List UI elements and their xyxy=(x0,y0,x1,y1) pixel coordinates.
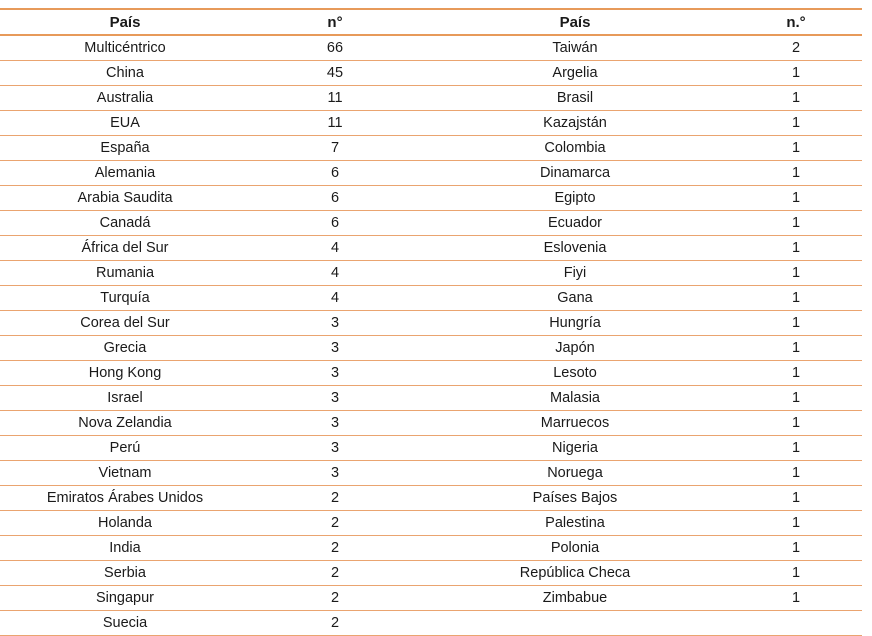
cell-count-left: 3 xyxy=(330,365,340,381)
table-row xyxy=(0,286,862,311)
cell-count-left: 45 xyxy=(326,65,344,81)
cell-count-left: 66 xyxy=(326,40,344,56)
cell-count-left: 3 xyxy=(330,440,340,456)
cell-country-left: India xyxy=(109,540,141,556)
header-count-right: n.° xyxy=(786,13,806,31)
table-header xyxy=(0,9,862,35)
cell-count-left: 6 xyxy=(330,215,340,231)
table-row xyxy=(0,486,862,511)
cell-country-left: Turquía xyxy=(100,290,150,306)
header-count-left: n° xyxy=(327,13,343,31)
cell-count-left: 4 xyxy=(330,265,340,281)
cell-country-left: Corea del Sur xyxy=(80,315,170,331)
table-row xyxy=(0,436,862,461)
cell-country-left: Multicéntrico xyxy=(84,40,166,56)
cell-country-left: Vietnam xyxy=(98,465,152,481)
cell-country-left: Nova Zelandia xyxy=(78,415,172,431)
cell-country-right: Brasil xyxy=(556,90,594,106)
cell-country-left: Hong Kong xyxy=(88,365,162,381)
cell-country-right: Nigeria xyxy=(552,440,598,456)
table-row xyxy=(0,61,862,86)
table-row xyxy=(0,311,862,336)
cell-count-right: 2 xyxy=(791,40,801,56)
cell-count-right: 1 xyxy=(791,340,801,356)
cell-count-right: 1 xyxy=(791,65,801,81)
cell-country-right: Ecuador xyxy=(547,215,602,231)
cell-country-right: Malasia xyxy=(550,390,600,406)
cell-count-left: 4 xyxy=(330,290,340,306)
cell-count-right: 1 xyxy=(791,565,801,581)
cell-count-right: 1 xyxy=(791,315,801,331)
cell-country-left: Serbia xyxy=(104,565,146,581)
cell-country-left: África del Sur xyxy=(81,240,169,256)
table-row xyxy=(0,461,862,486)
cell-count-right: 1 xyxy=(791,215,801,231)
cell-country-right: Gana xyxy=(557,290,593,306)
table-row xyxy=(0,186,862,211)
table-row xyxy=(0,261,862,286)
country-count-table xyxy=(0,8,862,636)
cell-country-left: Alemania xyxy=(94,165,156,181)
table-row xyxy=(0,336,862,361)
cell-country-left: Canadá xyxy=(99,215,151,231)
table-row xyxy=(0,86,862,111)
cell-count-right: 1 xyxy=(791,465,801,481)
cell-country-left: España xyxy=(100,140,150,156)
table-body xyxy=(0,35,862,636)
table-row xyxy=(0,586,862,611)
cell-count-left: 3 xyxy=(330,315,340,331)
cell-count-left: 6 xyxy=(330,190,340,206)
cell-count-left: 2 xyxy=(330,565,340,581)
cell-count-left: 2 xyxy=(330,615,340,631)
cell-count-left: 11 xyxy=(327,115,343,131)
header-country-left: País xyxy=(109,13,141,31)
cell-count-left: 11 xyxy=(327,90,343,106)
cell-country-right: Zimbabue xyxy=(542,590,608,606)
cell-count-right: 1 xyxy=(791,90,801,106)
table-row xyxy=(0,611,862,636)
cell-count-left: 2 xyxy=(330,590,340,606)
cell-count-left: 2 xyxy=(330,515,340,531)
cell-country-right: Argelia xyxy=(552,65,598,81)
cell-country-left: Singapur xyxy=(95,590,155,606)
cell-country-right: Hungría xyxy=(549,315,601,331)
cell-country-left: Israel xyxy=(107,390,143,406)
cell-count-left: 4 xyxy=(330,240,340,256)
cell-count-left: 2 xyxy=(330,540,340,556)
cell-country-right: Países Bajos xyxy=(532,490,618,506)
table-row xyxy=(0,236,862,261)
cell-count-right: 1 xyxy=(791,140,801,156)
table-row xyxy=(0,361,862,386)
cell-country-left: Australia xyxy=(96,90,154,106)
cell-country-right: Japón xyxy=(555,340,595,356)
cell-count-right: 1 xyxy=(791,240,801,256)
cell-count-right: 1 xyxy=(791,590,801,606)
cell-country-left: Rumania xyxy=(95,265,155,281)
cell-country-left: EUA xyxy=(110,115,140,131)
table-row xyxy=(0,136,862,161)
cell-count-right: 1 xyxy=(791,165,801,181)
cell-country-left: Suecia xyxy=(102,615,148,631)
cell-count-right: 1 xyxy=(791,190,801,206)
cell-count-left: 3 xyxy=(330,340,340,356)
table-row xyxy=(0,511,862,536)
cell-country-left: China xyxy=(106,65,144,81)
cell-count-right: 1 xyxy=(791,390,801,406)
cell-count-right: 1 xyxy=(791,265,801,281)
cell-count-left: 3 xyxy=(330,390,340,406)
table-row xyxy=(0,386,862,411)
table-row xyxy=(0,211,862,236)
table-row xyxy=(0,411,862,436)
cell-count-left: 3 xyxy=(330,465,340,481)
cell-country-right: Fiyi xyxy=(563,265,587,281)
cell-country-right: Noruega xyxy=(547,465,603,481)
cell-country-right: Taiwán xyxy=(552,40,598,56)
cell-count-left: 3 xyxy=(330,415,340,431)
cell-count-right: 1 xyxy=(791,440,801,456)
table-row xyxy=(0,536,862,561)
cell-country-left: Grecia xyxy=(103,340,147,356)
cell-country-right: República Checa xyxy=(519,565,631,581)
cell-country-right: Lesoto xyxy=(553,365,597,381)
cell-country-left: Arabia Saudita xyxy=(77,190,173,206)
cell-country-right: Dinamarca xyxy=(539,165,611,181)
cell-country-right: Egipto xyxy=(554,190,596,206)
cell-country-right: Kazajstán xyxy=(543,115,607,131)
cell-count-left: 7 xyxy=(330,140,340,156)
cell-count-left: 2 xyxy=(330,490,340,506)
cell-country-left: Emiratos Árabes Unidos xyxy=(46,490,204,506)
table-row xyxy=(0,111,862,136)
cell-country-right xyxy=(420,611,730,636)
cell-country-right: Marruecos xyxy=(540,415,610,431)
cell-country-left: Perú xyxy=(109,440,141,456)
cell-count-right: 1 xyxy=(791,115,801,131)
cell-count-right: 1 xyxy=(791,540,801,556)
cell-count-right xyxy=(730,611,862,636)
cell-country-right: Polonia xyxy=(550,540,600,556)
cell-country-right: Colombia xyxy=(544,140,606,156)
cell-count-right: 1 xyxy=(791,490,801,506)
cell-count-left: 6 xyxy=(330,165,340,181)
table-row xyxy=(0,161,862,186)
cell-country-left: Holanda xyxy=(97,515,152,531)
table-row xyxy=(0,35,862,61)
cell-count-right: 1 xyxy=(791,290,801,306)
cell-country-right: Palestina xyxy=(545,515,605,531)
table-row xyxy=(0,561,862,586)
header-country-right: País xyxy=(559,13,591,31)
cell-country-right: Eslovenia xyxy=(543,240,607,256)
cell-count-right: 1 xyxy=(791,365,801,381)
table-container xyxy=(0,8,862,636)
header-row xyxy=(0,9,862,35)
cell-count-right: 1 xyxy=(791,515,801,531)
cell-count-right: 1 xyxy=(791,415,801,431)
